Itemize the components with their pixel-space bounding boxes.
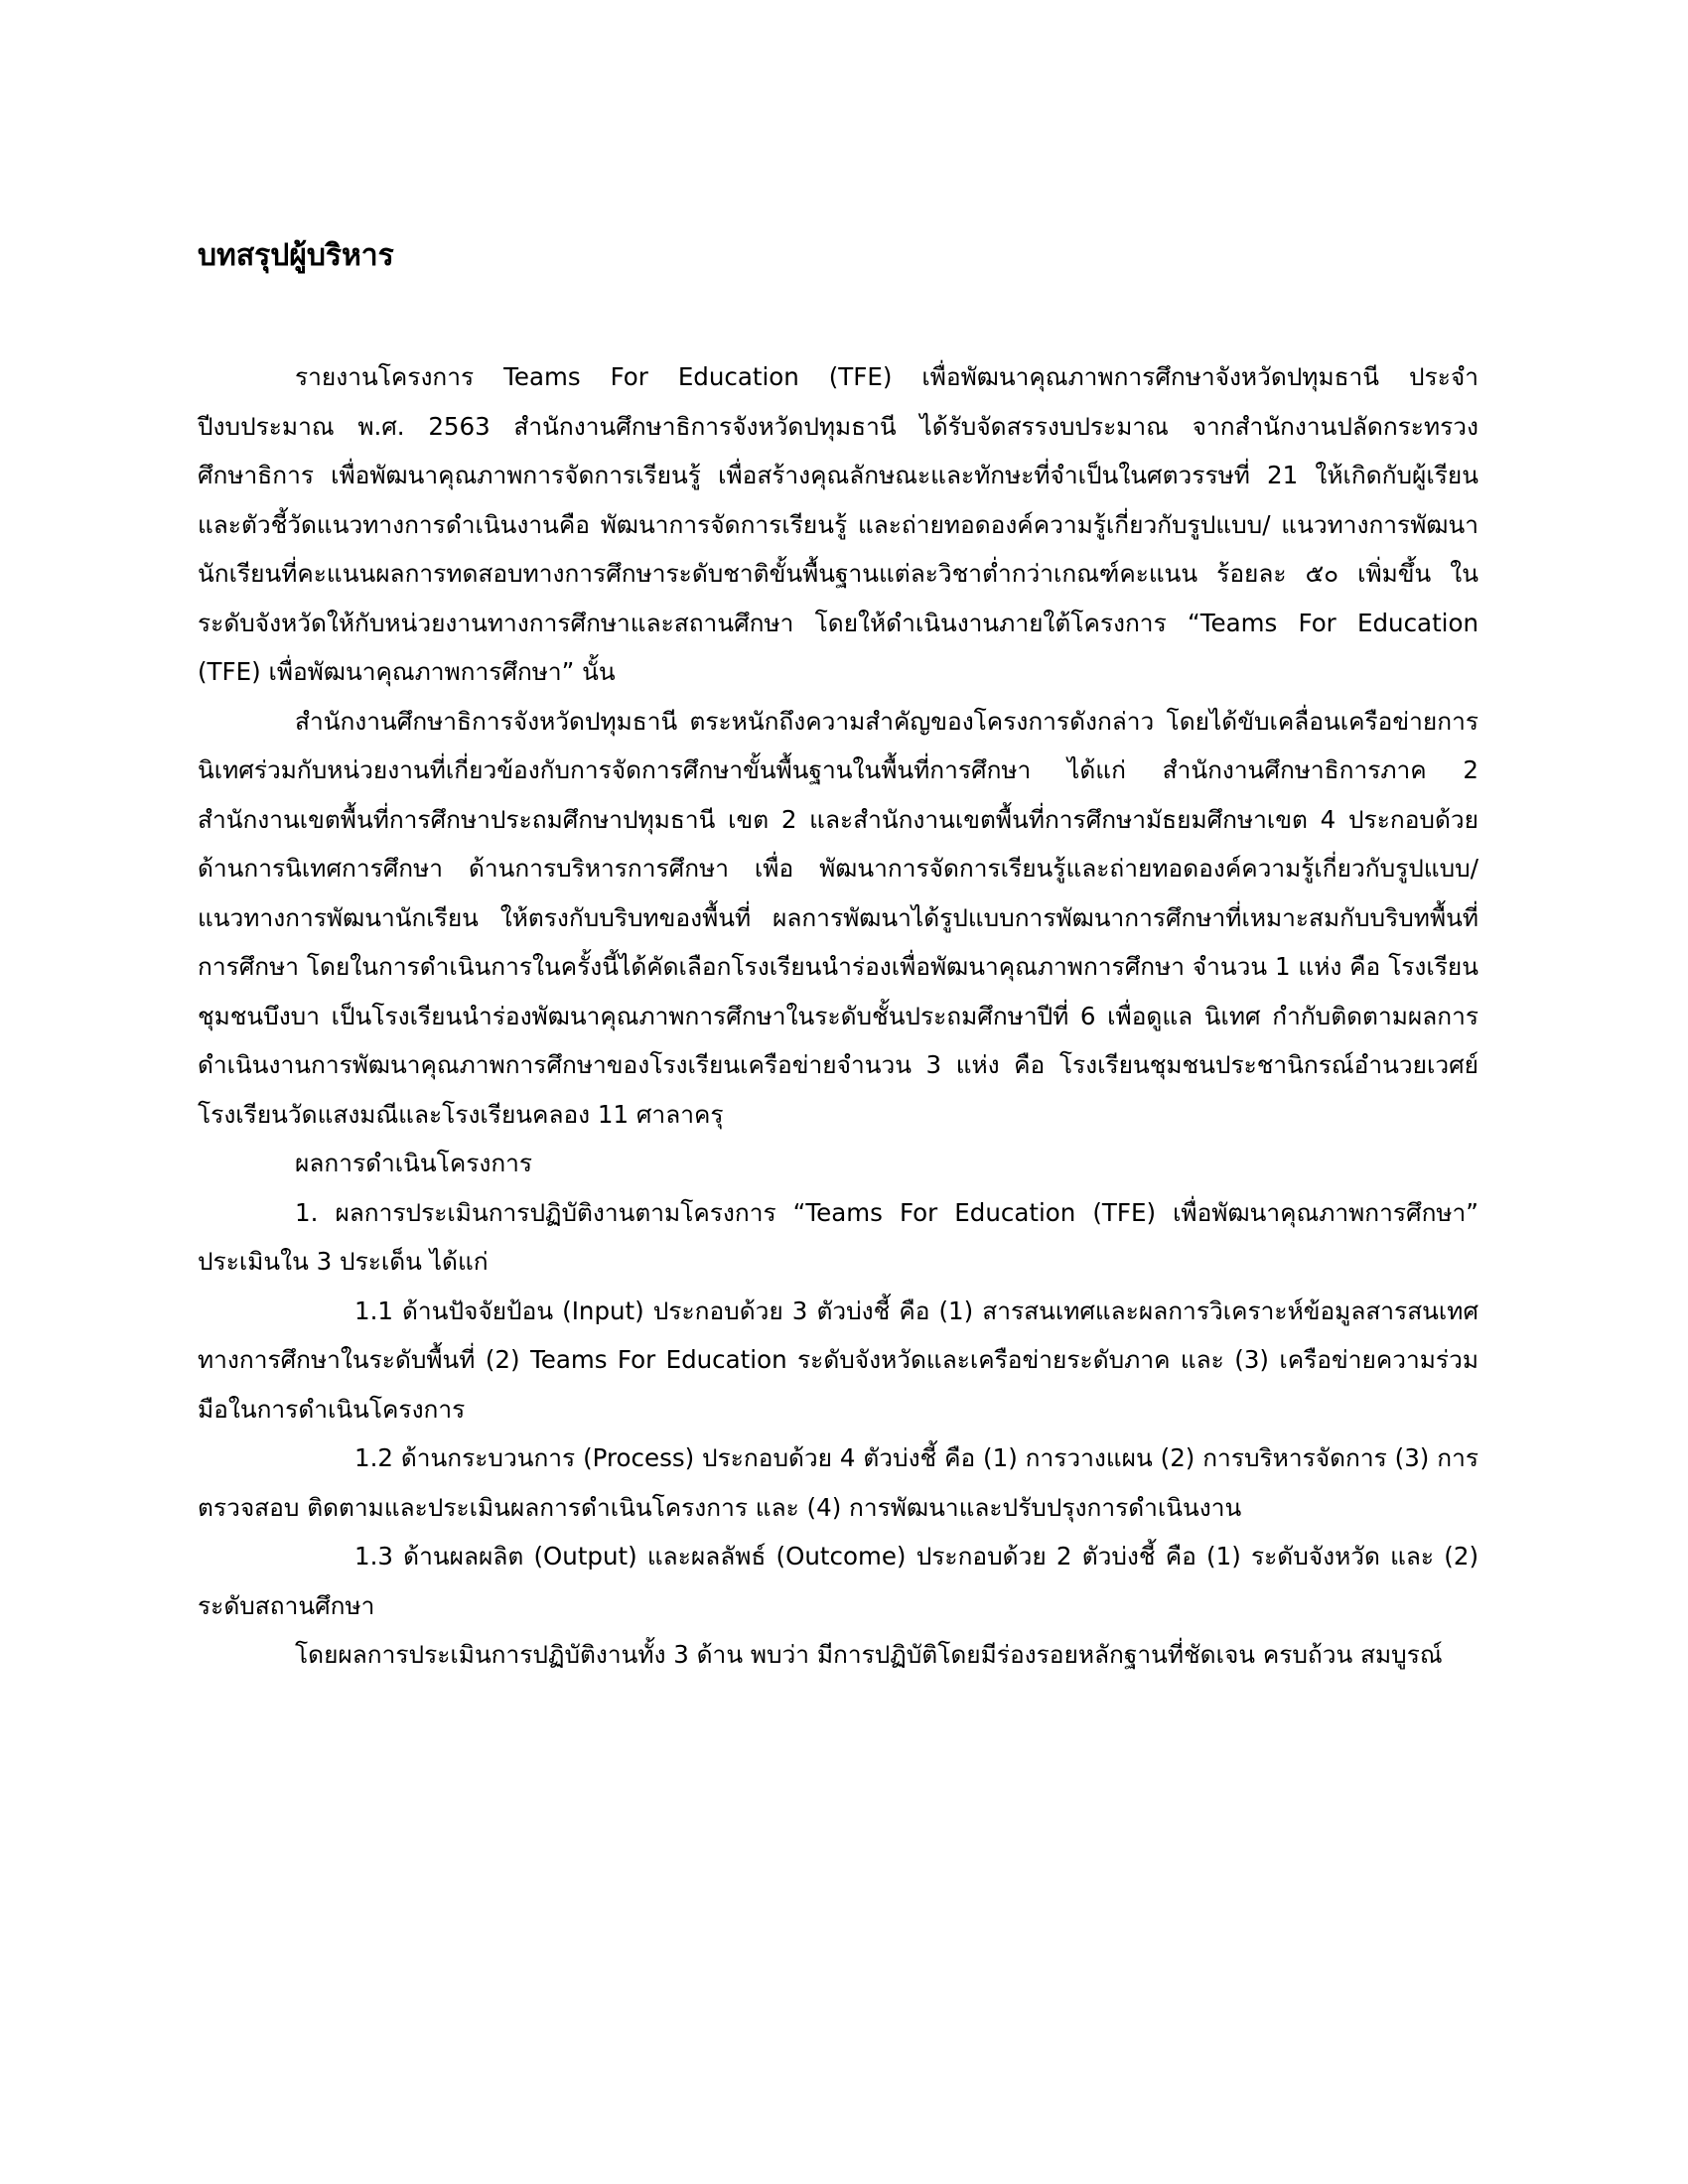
document-body bbox=[198, 352, 1478, 1680]
paragraph-output-aspect: 1.3 ด้านผลผลิต (Output) และผลลัพธ์ (Outcome) ประกอบด้วย 2 ตัวบ่งชี้ คือ (1) ระดับจังหวัด และ (2) ระดับสถานศึกษา bbox=[198, 1542, 1478, 1620]
paragraph-process-aspect: 1.2 ด้านกระบวนการ (Process) ประกอบด้วย 4 ตัวบ่งชี้ คือ (1) การวางแผน (2) การบริหารจัดการ (3) การตรวจสอบ ติดตามและประเมินผลการดำเนินโครงการ และ (4) การพัฒนาและปรับปรุงการดำเนินงาน bbox=[198, 1443, 1478, 1522]
paragraph-results-heading: ผลการดำเนินโครงการ bbox=[295, 1149, 533, 1177]
paragraph-input-aspect: 1.1 ด้านปัจจัยป้อน (Input) ประกอบด้วย 3 ตัวบ่งชี้ คือ (1) สารสนเทศและผลการวิเคราะห์ข้อมูลสารสนเทศทางการศึกษาในระดับพื้นที่ (2) Teams For Education ระดับจังหวัดและเครือข่ายระดับภาค และ (3) เครือข่ายความร่วมมือในการดำเนินโครงการ bbox=[198, 1296, 1478, 1424]
page-title: บทสรุปผู้บริหาร bbox=[198, 238, 394, 273]
paragraph-conclusion: โดยผลการประเมินการปฏิบัติงานทั้ง 3 ด้าน พบว่า มีการปฏิบัติโดยมีร่องรอยหลักฐานที่ชัดเจน ครบถ้วน สมบูรณ์ bbox=[295, 1640, 1443, 1669]
paragraph-project-report: รายงานโครงการ Teams For Education (TFE) เพื่อพัฒนาคุณภาพการศึกษาจังหวัดปทุมธานี ประจำปีงบประมาณ พ.ศ. 2563 สำนักงานศึกษาธิการจังหวัดปทุมธานี ได้รับจัดสรรงบประมาณ จากสำนักงานปลัดกระทรวงศึกษาธิการ เพื่อพัฒนาคุณภาพการจัดการเรียนรู้ เพื่อสร้างคุณลักษณะและทักษะที่จำเป็นในศตวรรษที่ 21 ให้เกิดกับผู้เรียน และตัวชี้วัดแนวทางการดำเนินงานคือ พัฒนาการจัดการเรียนรู้ และถ่ายทอดองค์ความรู้เกี่ยวกับรูปแบบ/ แนวทางการพัฒนานักเรียนที่คะแนนผลการทดสอบทางการศึกษาระดับชาติขั้นพื้นฐานแต่ละวิชาต่ำกว่าเกณฑ์คะแนน ร้อยละ ๕๐ เพิ่มขึ้น ในระดับจังหวัดให้กับหน่วยงานทางการศึกษาและสถานศึกษา โดยให้ดำเนินงานภายใต้โครงการ “Teams For Education (TFE) เพื่อพัฒนาคุณภาพการศึกษา” นั้น bbox=[198, 362, 1478, 686]
paragraph-evaluation-intro: 1. ผลการประเมินการปฏิบัติงานตามโครงการ “Teams For Education (TFE) เพื่อพัฒนาคุณภาพการศึกษา” ประเมินใน 3 ประเด็น ได้แก่ bbox=[198, 1197, 1478, 1276]
paragraph-office-network: สำนักงานศึกษาธิการจังหวัดปทุมธานี ตระหนักถึงความสำคัญของโครงการดังกล่าว โดยได้ขับเคลื่อนเครือข่ายการนิเทศร่วมกับหน่วยงานที่เกี่ยวข้องกับการจัดการศึกษาขั้นพื้นฐานในพื้นที่การศึกษา ได้แก่ สำนักงานศึกษาธิการภาค 2 สำนักงานเขตพื้นที่การศึกษาประถมศึกษาปทุมธานี เขต 2 และสำนักงานเขตพื้นที่การศึกษามัธยมศึกษาเขต 4 ประกอบด้วย ด้านการนิเทศการศึกษา ด้านการบริหารการศึกษา เพื่อ พัฒนาการจัดการเรียนรู้และถ่ายทอดองค์ความรู้เกี่ยวกับรูปแบบ/ แนวทางการพัฒนานักเรียน ให้ตรงกับบริบทของพื้นที่ ผลการพัฒนาได้รูปแบบการพัฒนาการศึกษาที่เหมาะสมกับบริบทพื้นที่การศึกษา โดยในการดำเนินการในครั้งนี้ได้คัดเลือกโรงเรียนนำร่องเพื่อพัฒนาคุณภาพการศึกษา จำนวน 1 แห่ง คือ โรงเรียนชุมชนบึงบา เป็นโรงเรียนนำร่องพัฒนาคุณภาพการศึกษาในระดับชั้นประถมศึกษาปีที่ 6 เพื่อดูแล นิเทศ กำกับติดตามผลการดำเนินงานการพัฒนาคุณภาพการศึกษาของโรงเรียนเครือข่ายจำนวน 3 แห่ง คือ โรงเรียนชุมชนประชานิกรณ์อำนวยเวศย์ โรงเรียนวัดแสงมณีและโรงเรียนคลอง 11 ศาลาครุ bbox=[198, 706, 1478, 1129]
